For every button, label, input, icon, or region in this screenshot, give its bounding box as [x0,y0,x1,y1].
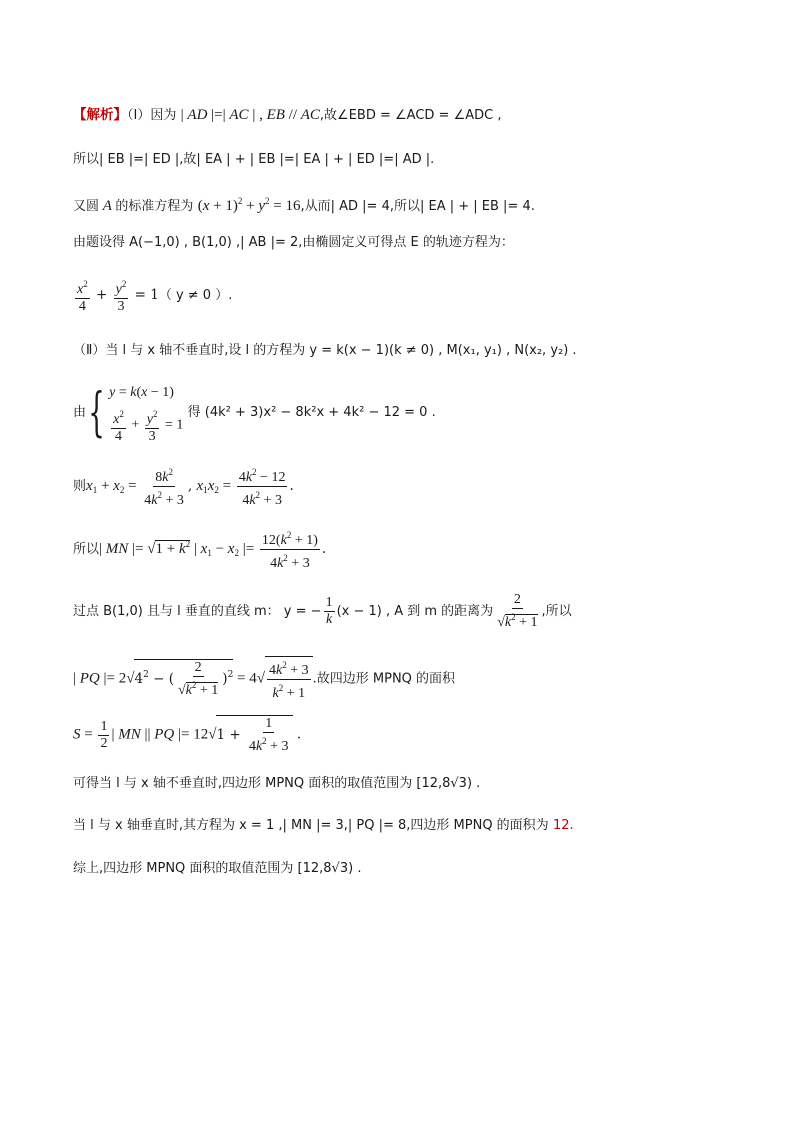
line-7: 由{ y = k(x − 1) $\frac{x^2}{4}$ + $\frac{y^2}{3}$ = 1 得 (4k² + 3)x² − 8k²x + 4k² − 12 = 0 . [73,382,436,444]
text: 当 l 与 x 轴垂直时,其方程为 x = 1 ,| MN |= 3,| PQ |= 8,四边形 MPNQ 的面积为 [73,818,549,833]
line-3: 又圆 A 的标准方程为 $(x + 1)^2 + y^2 = 16$,从而| AD |= 4,所以| EA | + | EB |= 4. [73,196,535,214]
line-1: 【解析】（Ⅰ）因为 | AD |=| AC | , EB // AC,故∠EBD = ∠ACD = ∠ADC , [73,107,502,123]
text: 由 [73,405,87,420]
text: 则 [73,479,87,494]
line-13: 可得当 l 与 x 轴不垂直时,四边形 MPNQ 面积的取值范围为 [12,8√3) . [73,776,481,791]
text: 当 l 与 x 轴不垂直时,设 l 的方程为 y = k(x − 1)(k ≠ 0) , M(x₁, y₁) , N(x₂, y₂) . [105,343,577,358]
text: .故四边形 MPNQ 的面积 [312,671,456,687]
text: ,从而| AD |= 4,所以| EA | + | EB |= 4. [300,199,535,214]
line-11: | PQ |= $2√4^2$ − ( $\frac{2}{√k^2 + 1}$ )$^2$ = 4√ $\frac{4k^2 + 3}{k^2 + 1}$ .故四边形 MPNQ 的面积 [73,656,455,702]
text: 的标准方程为 [115,199,194,214]
area-value: 12. [552,818,574,833]
text: 过点 B(1,0) 且与 l 垂直的直线 m： y = − [73,604,322,619]
text: 所以 [73,542,100,557]
line-9: 所以| MN |= $√1 + k^2$ | $x_1 - x_2$ |= $\frac{12(k^2 + 1)}{4k^2 + 3}$ . [73,527,326,572]
line-12: S = $\frac{1}{2}$ | MN || PQ |= 12√1 + $\frac{1}{4k^2 + 3}$ . [73,716,302,754]
line-14 [73,816,574,835]
text: ,所以 [541,604,572,619]
line-6 [73,341,577,360]
part-2-label: （Ⅱ） [73,343,106,358]
text: 又圆 [73,199,100,214]
line-2: 所以| EB |=| ED |,故| EA | + | EB |=| EA | + | ED |=| AD |. [73,152,435,167]
text: ,故∠EBD = ∠ACD = ∠ADC , [319,108,502,123]
text: 因为 [150,108,177,123]
text: (x − 1) , A 到 m 的距离为 [336,604,494,619]
text: 得 (4k² + 3)x² − 8k²x + 4k² − 12 = 0 . [187,405,436,420]
line-10: 过点 B(1,0) 且与 l 垂直的直线 m： y = − $\frac{1}{k}$ (x − 1) , A 到 m 的距离为 $\frac{2}{√k^2 + 1}$ ,所以 [73,592,572,630]
text: （ y ≠ 0 ）. [158,288,233,303]
part-1-label: （Ⅰ） [127,108,151,123]
line-8: 则$x_1 + x_2$ = $\frac{8k^2}{4k^2 + 3}$ , $x_1x_2$ = $\frac{4k^2 - 12}{4k^2 + 3}$ . [73,464,294,509]
line-4: 由题设得 A(−1,0) , B(1,0) ,| AB |= 2,由椭圆定义可得点 E 的轨迹方程为： [73,235,514,250]
analysis-tag: 【解析】 [73,107,127,123]
line-15: 综上,四边形 MPNQ 面积的取值范围为 [12,8√3) . [73,861,362,876]
line-5: $\frac{x^2}{4}$ + $\frac{y^2}{3}$ = 1（ y ≠ 0 ）. [73,276,232,315]
